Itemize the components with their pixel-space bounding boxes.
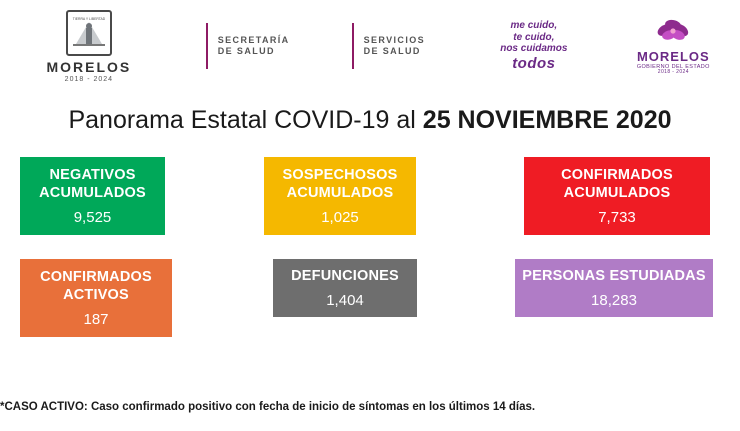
campaign-line2: te cuido, [513,31,555,43]
stat-value: 9,525 [73,208,112,226]
stat-card-confirmados-acumulados [524,157,710,235]
page-title-date: 25 NOVIEMBRE 2020 [422,106,672,134]
footnote-caso-activo: *CASO ACTIVO: Caso confirmado positivo con fecha de inicio de síntomas en los últimos 14 días. [0,401,536,413]
stat-label-line1: PERSONAS ESTUDIADAS [522,268,706,285]
servicios-line1: SERVICIOS [363,34,426,45]
state-seal-icon [66,10,112,56]
stat-value: 18,283 [591,291,637,309]
morelos-logo-years: 2018 - 2024 [64,75,114,83]
stat-card-defunciones [273,259,417,317]
campaign-line3: nos cuidamos [500,43,568,55]
stat-value: 1,404 [326,291,364,309]
stat-label-line2: ACUMULADOS [563,184,671,201]
stat-label-line1: DEFUNCIONES [291,268,399,285]
morelos-logo-name: MORELOS [46,58,132,75]
page-title [0,106,740,135]
stat-card-confirmados-activos [20,259,172,337]
stat-label-line1: CONFIRMADOS [561,167,673,184]
stat-label-line2: ACUMULADOS [39,184,146,201]
secretaria-line1: SECRETARÍA [217,34,290,45]
gobierno-morelos-logo [621,16,726,75]
gobierno-line1: MORELOS [636,48,710,64]
stat-value: 1,025 [321,208,359,226]
stat-value: 7,733 [598,208,636,226]
campaign-line4: todos [512,54,556,72]
stats-row-2 [14,259,726,337]
stat-card-sospechosos-acumulados [264,157,416,235]
servicios-de-salud-logo [342,23,425,69]
svg-text:TIERRA Y LIBERTAD: TIERRA Y LIBERTAD [72,16,106,21]
stat-value: 187 [83,310,109,328]
gobierno-line2: GOBIERNO DEL ESTADO [636,64,710,71]
secretaria-de-salud-logo [196,23,290,69]
flower-logo-icon [621,16,726,49]
stats-row-1 [14,157,726,235]
stat-label-line2: ACUMULADOS [286,184,394,201]
page-title-main: Panorama Estatal COVID-19 al [68,106,423,134]
campaign-line1: me cuido, [510,20,558,32]
stats-grid [0,157,740,337]
stat-card-negativos-acumulados [20,157,165,235]
stat-label-line1: SOSPECHOSOS [282,167,398,184]
stat-label-line2: ACTIVOS [63,286,129,303]
divider-bar-2 [352,23,354,69]
stat-label-line1: NEGATIVOS [49,167,136,184]
secretaria-line2: DE SALUD [217,46,275,56]
stat-card-personas-estudiadas [515,259,713,317]
morelos-state-logo [44,9,134,83]
campaign-logo [487,20,581,72]
header-banner [0,0,740,92]
divider-bar-1 [206,23,208,69]
servicios-line2: DE SALUD [363,46,421,56]
gobierno-line3: 2018 - 2024 [657,69,689,76]
stat-label-line1: CONFIRMADOS [40,269,152,286]
